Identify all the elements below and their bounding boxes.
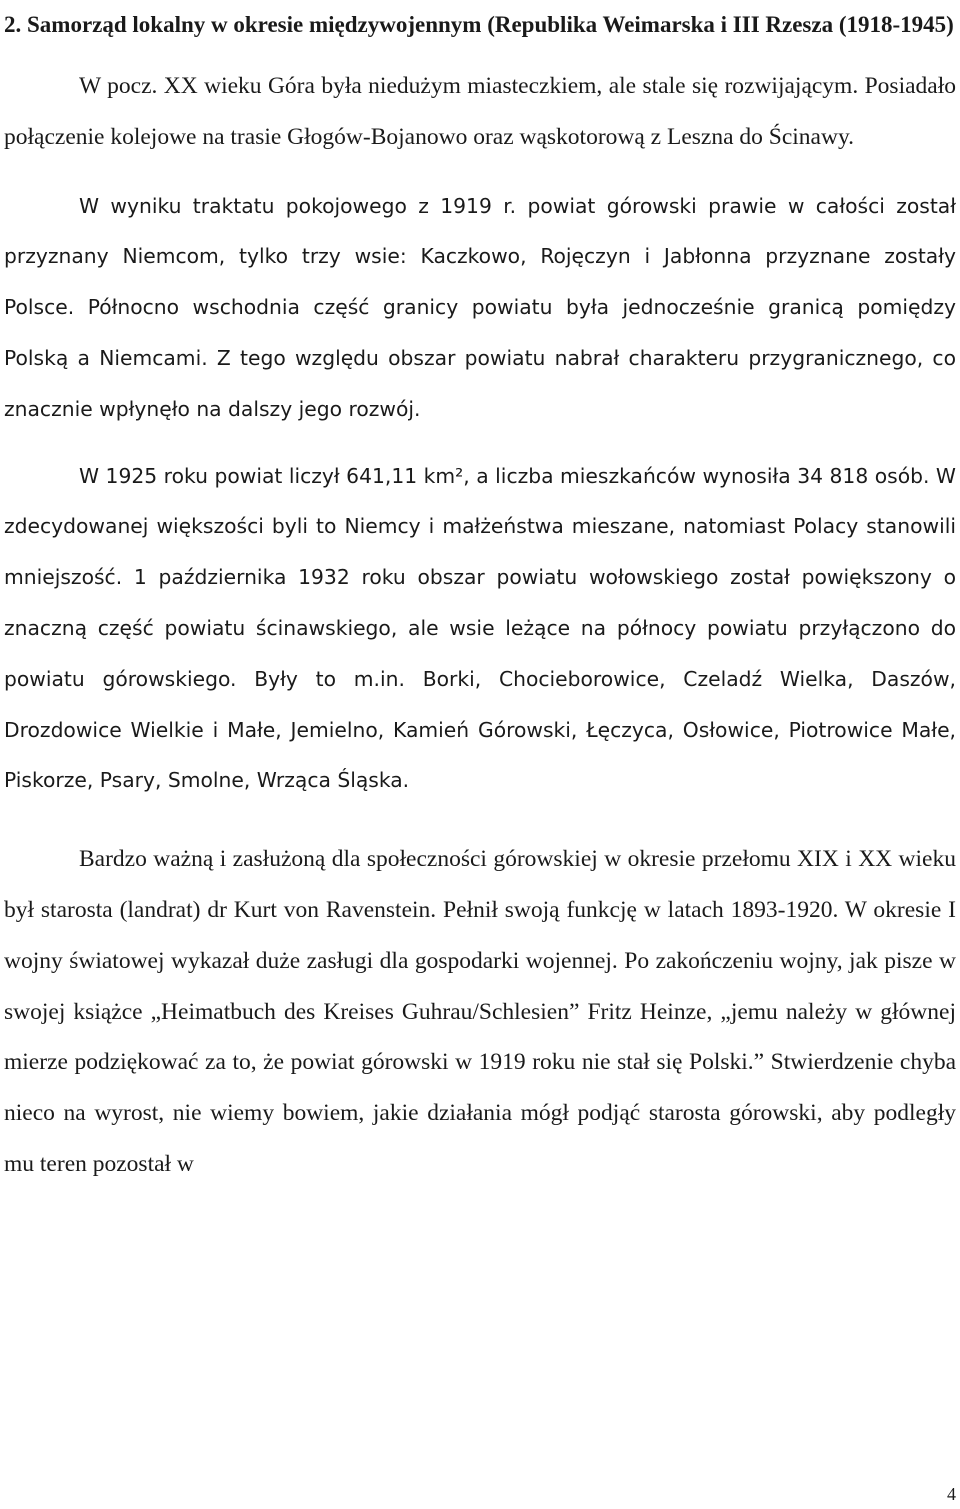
document-page: [4, 0, 956, 1190]
paragraph-railway: W pocz. XX wieku Góra była niedużym miasteczkiem, ale stale się rozwijającym. Posiadało połączenie kolejowe na trasie Głogów-Bojanowo oraz wąskotorową z Leszna do Ścinawy.: [4, 73, 956, 150]
paragraph-population-1925: W 1925 roku powiat liczył 641,11 km², a liczba mieszkańców wynosiła 34 818 osób. W zdecydowanej większości byli to Niemcy i małżeństwa mieszane, natomiast Polacy stanowili mniejszość. 1 października 1932 roku obszar powiatu wołowskiego został powiększony o znaczną część powiatu ścinawskiego, ale wsie leżące na północy powiatu przyłączono do powiatu górowskiego. Były to m.in. Borki, Chocieborowice, Czeladź Wielka, Daszów, Drozdowice Wielkie i Małe, Jemielno, Kamień Górowski, Łęczyca, Osłowice, Piotrowice Małe, Piskorze, Psary, Smolne, Wrząca Śląska.: [4, 463, 956, 793]
paragraph-ravenstein: Bardzo ważną i zasłużoną dla społeczności górowskiej w okresie przełomu XIX i XX wieku był starosta (landrat) dr Kurt von Ravenstein. Pełnił swoją funkcję w latach 1893-1920. W okresie I wojny światowej wykazał duże zasługi dla gospodarki wojennej. Po zakończeniu wojny, jak pisze w swojej książce „Heimatbuch des Kreises Guhrau/Schlesien” Fritz Heinze, „jemu należy w głównej mierze podziękować za to, że powiat górowski w 1919 roku nie stał się Polski.” Stwierdzenie chyba nieco na wyrost, nie wiemy bowiem, jakie działania mógł podjąć starosta górowski, aby podległy mu teren pozostał w: [4, 846, 956, 1177]
section-heading: 2. Samorząd lokalny w okresie międzywojennym (Republika Weimarska i III Rzesza (1918-1945): [4, 12, 954, 37]
page-number: 4: [947, 1484, 956, 1504]
paragraph-treaty-1919: W wyniku traktatu pokojowego z 1919 r. powiat górowski prawie w całości został przyznany Niemcom, tylko trzy wsie: Kaczkowo, Rojęczyn i Jabłonna przyznane zostały Polsce. Północno wschodnia część granicy powiatu była jednocześnie granicą pomiędzy Polską a Niemcami. Z tego względu obszar powiatu nabrał charakteru przygranicznego, co znacznie wpłynęło na dalszy jego rozwój.: [4, 193, 956, 421]
